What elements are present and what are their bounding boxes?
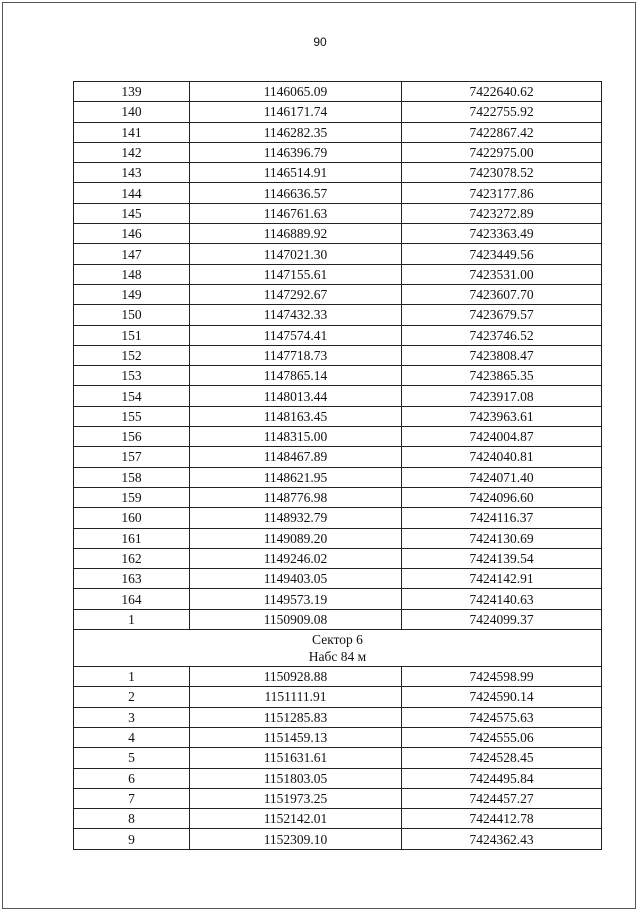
coordinates-table [73, 81, 602, 850]
point-number-cell: 144 [74, 183, 190, 203]
point-number-cell: 142 [74, 142, 190, 162]
y-coordinate-cell: 7422975.00 [402, 142, 602, 162]
y-coordinate-cell: 7424495.84 [402, 768, 602, 788]
table-row [74, 508, 602, 528]
x-coordinate-cell: 1150909.08 [190, 609, 402, 629]
x-coordinate-cell: 1151631.61 [190, 748, 402, 768]
y-coordinate-cell: 7424528.45 [402, 748, 602, 768]
y-coordinate-cell: 7424040.81 [402, 447, 602, 467]
table-row [74, 122, 602, 142]
point-number-cell: 143 [74, 163, 190, 183]
table-row [74, 667, 602, 687]
y-coordinate-cell: 7423865.35 [402, 366, 602, 386]
x-coordinate-cell: 1146065.09 [190, 82, 402, 102]
table-row [74, 687, 602, 707]
point-number-cell: 141 [74, 122, 190, 142]
x-coordinate-cell: 1148932.79 [190, 508, 402, 528]
table-row [74, 829, 602, 849]
x-coordinate-cell: 1147021.30 [190, 244, 402, 264]
point-number-cell: 2 [74, 687, 190, 707]
table-row [74, 748, 602, 768]
point-number-cell: 151 [74, 325, 190, 345]
point-number-cell: 9 [74, 829, 190, 849]
y-coordinate-cell: 7423808.47 [402, 345, 602, 365]
y-coordinate-cell: 7424130.69 [402, 528, 602, 548]
x-coordinate-cell: 1146889.92 [190, 224, 402, 244]
x-coordinate-cell: 1147432.33 [190, 305, 402, 325]
point-number-cell: 1 [74, 667, 190, 687]
point-number-cell: 139 [74, 82, 190, 102]
table-row [74, 548, 602, 568]
y-coordinate-cell: 7424142.91 [402, 569, 602, 589]
point-number-cell: 154 [74, 386, 190, 406]
table-row [74, 406, 602, 426]
x-coordinate-cell: 1149246.02 [190, 548, 402, 568]
y-coordinate-cell: 7423177.86 [402, 183, 602, 203]
x-coordinate-cell: 1152309.10 [190, 829, 402, 849]
section-subtitle: Набс 84 м [308, 649, 367, 665]
x-coordinate-cell: 1151803.05 [190, 768, 402, 788]
table-row [74, 82, 602, 102]
x-coordinate-cell: 1149089.20 [190, 528, 402, 548]
table-row [74, 467, 602, 487]
y-coordinate-cell: 7423363.49 [402, 224, 602, 244]
point-number-cell: 7 [74, 788, 190, 808]
section-title: Сектор 6 [312, 632, 363, 648]
x-coordinate-cell: 1148315.00 [190, 427, 402, 447]
point-number-cell: 160 [74, 508, 190, 528]
table-row [74, 727, 602, 747]
table-row [74, 788, 602, 808]
x-coordinate-cell: 1150928.88 [190, 667, 402, 687]
x-coordinate-cell: 1151285.83 [190, 707, 402, 727]
table-body-after [74, 667, 602, 850]
table-row [74, 325, 602, 345]
y-coordinate-cell: 7424575.63 [402, 707, 602, 727]
x-coordinate-cell: 1152142.01 [190, 809, 402, 829]
section-header-body [74, 630, 602, 667]
table-row [74, 183, 602, 203]
point-number-cell: 157 [74, 447, 190, 467]
table-row [74, 284, 602, 304]
table-body-before [74, 82, 602, 630]
table-row [74, 142, 602, 162]
table-row [74, 264, 602, 284]
y-coordinate-cell: 7424457.27 [402, 788, 602, 808]
point-number-cell: 3 [74, 707, 190, 727]
table-row [74, 707, 602, 727]
x-coordinate-cell: 1147155.61 [190, 264, 402, 284]
x-coordinate-cell: 1146171.74 [190, 102, 402, 122]
x-coordinate-cell: 1146514.91 [190, 163, 402, 183]
table-row [74, 345, 602, 365]
y-coordinate-cell: 7424099.37 [402, 609, 602, 629]
x-coordinate-cell: 1147574.41 [190, 325, 402, 345]
y-coordinate-cell: 7423272.89 [402, 203, 602, 223]
x-coordinate-cell: 1148776.98 [190, 487, 402, 507]
y-coordinate-cell: 7424139.54 [402, 548, 602, 568]
x-coordinate-cell: 1146636.57 [190, 183, 402, 203]
x-coordinate-cell: 1149573.19 [190, 589, 402, 609]
x-coordinate-cell: 1151459.13 [190, 727, 402, 747]
table-row [74, 102, 602, 122]
y-coordinate-cell: 7423963.61 [402, 406, 602, 426]
y-coordinate-cell: 7424140.63 [402, 589, 602, 609]
x-coordinate-cell: 1146396.79 [190, 142, 402, 162]
table-row [74, 366, 602, 386]
y-coordinate-cell: 7423746.52 [402, 325, 602, 345]
point-number-cell: 146 [74, 224, 190, 244]
x-coordinate-cell: 1151111.91 [190, 687, 402, 707]
table-row [74, 305, 602, 325]
point-number-cell: 1 [74, 609, 190, 629]
y-coordinate-cell: 7423679.57 [402, 305, 602, 325]
section-header-cell [74, 630, 602, 667]
table-row [74, 768, 602, 788]
table-row [74, 809, 602, 829]
table-row [74, 244, 602, 264]
y-coordinate-cell: 7423449.56 [402, 244, 602, 264]
y-coordinate-cell: 7424004.87 [402, 427, 602, 447]
point-number-cell: 156 [74, 427, 190, 447]
point-number-cell: 152 [74, 345, 190, 365]
y-coordinate-cell: 7422755.92 [402, 102, 602, 122]
point-number-cell: 164 [74, 589, 190, 609]
y-coordinate-cell: 7424071.40 [402, 467, 602, 487]
point-number-cell: 159 [74, 487, 190, 507]
x-coordinate-cell: 1148163.45 [190, 406, 402, 426]
y-coordinate-cell: 7424555.06 [402, 727, 602, 747]
point-number-cell: 161 [74, 528, 190, 548]
table-row [74, 609, 602, 629]
point-number-cell: 148 [74, 264, 190, 284]
point-number-cell: 158 [74, 467, 190, 487]
x-coordinate-cell: 1146761.63 [190, 203, 402, 223]
table-row [74, 569, 602, 589]
table-row [74, 163, 602, 183]
table-row [74, 203, 602, 223]
table-row [74, 487, 602, 507]
table-row [74, 589, 602, 609]
y-coordinate-cell: 7424096.60 [402, 487, 602, 507]
point-number-cell: 155 [74, 406, 190, 426]
page-number: 90 [313, 35, 327, 49]
point-number-cell: 140 [74, 102, 190, 122]
x-coordinate-cell: 1146282.35 [190, 122, 402, 142]
point-number-cell: 147 [74, 244, 190, 264]
y-coordinate-cell: 7423607.70 [402, 284, 602, 304]
x-coordinate-cell: 1148013.44 [190, 386, 402, 406]
y-coordinate-cell: 7424590.14 [402, 687, 602, 707]
section-header-row [74, 630, 602, 667]
point-number-cell: 4 [74, 727, 190, 747]
table-row [74, 528, 602, 548]
y-coordinate-cell: 7423078.52 [402, 163, 602, 183]
y-coordinate-cell: 7424598.99 [402, 667, 602, 687]
point-number-cell: 149 [74, 284, 190, 304]
point-number-cell: 162 [74, 548, 190, 568]
x-coordinate-cell: 1148621.95 [190, 467, 402, 487]
x-coordinate-cell: 1147292.67 [190, 284, 402, 304]
y-coordinate-cell: 7423917.08 [402, 386, 602, 406]
y-coordinate-cell: 7424116.37 [402, 508, 602, 528]
y-coordinate-cell: 7424362.43 [402, 829, 602, 849]
x-coordinate-cell: 1151973.25 [190, 788, 402, 808]
point-number-cell: 150 [74, 305, 190, 325]
point-number-cell: 8 [74, 809, 190, 829]
point-number-cell: 6 [74, 768, 190, 788]
table-row [74, 447, 602, 467]
x-coordinate-cell: 1147865.14 [190, 366, 402, 386]
point-number-cell: 163 [74, 569, 190, 589]
point-number-cell: 153 [74, 366, 190, 386]
y-coordinate-cell: 7422640.62 [402, 82, 602, 102]
y-coordinate-cell: 7423531.00 [402, 264, 602, 284]
point-number-cell: 145 [74, 203, 190, 223]
x-coordinate-cell: 1148467.89 [190, 447, 402, 467]
table-row [74, 427, 602, 447]
x-coordinate-cell: 1149403.05 [190, 569, 402, 589]
table-row [74, 224, 602, 244]
point-number-cell: 5 [74, 748, 190, 768]
x-coordinate-cell: 1147718.73 [190, 345, 402, 365]
y-coordinate-cell: 7424412.78 [402, 809, 602, 829]
y-coordinate-cell: 7422867.42 [402, 122, 602, 142]
table-row [74, 386, 602, 406]
